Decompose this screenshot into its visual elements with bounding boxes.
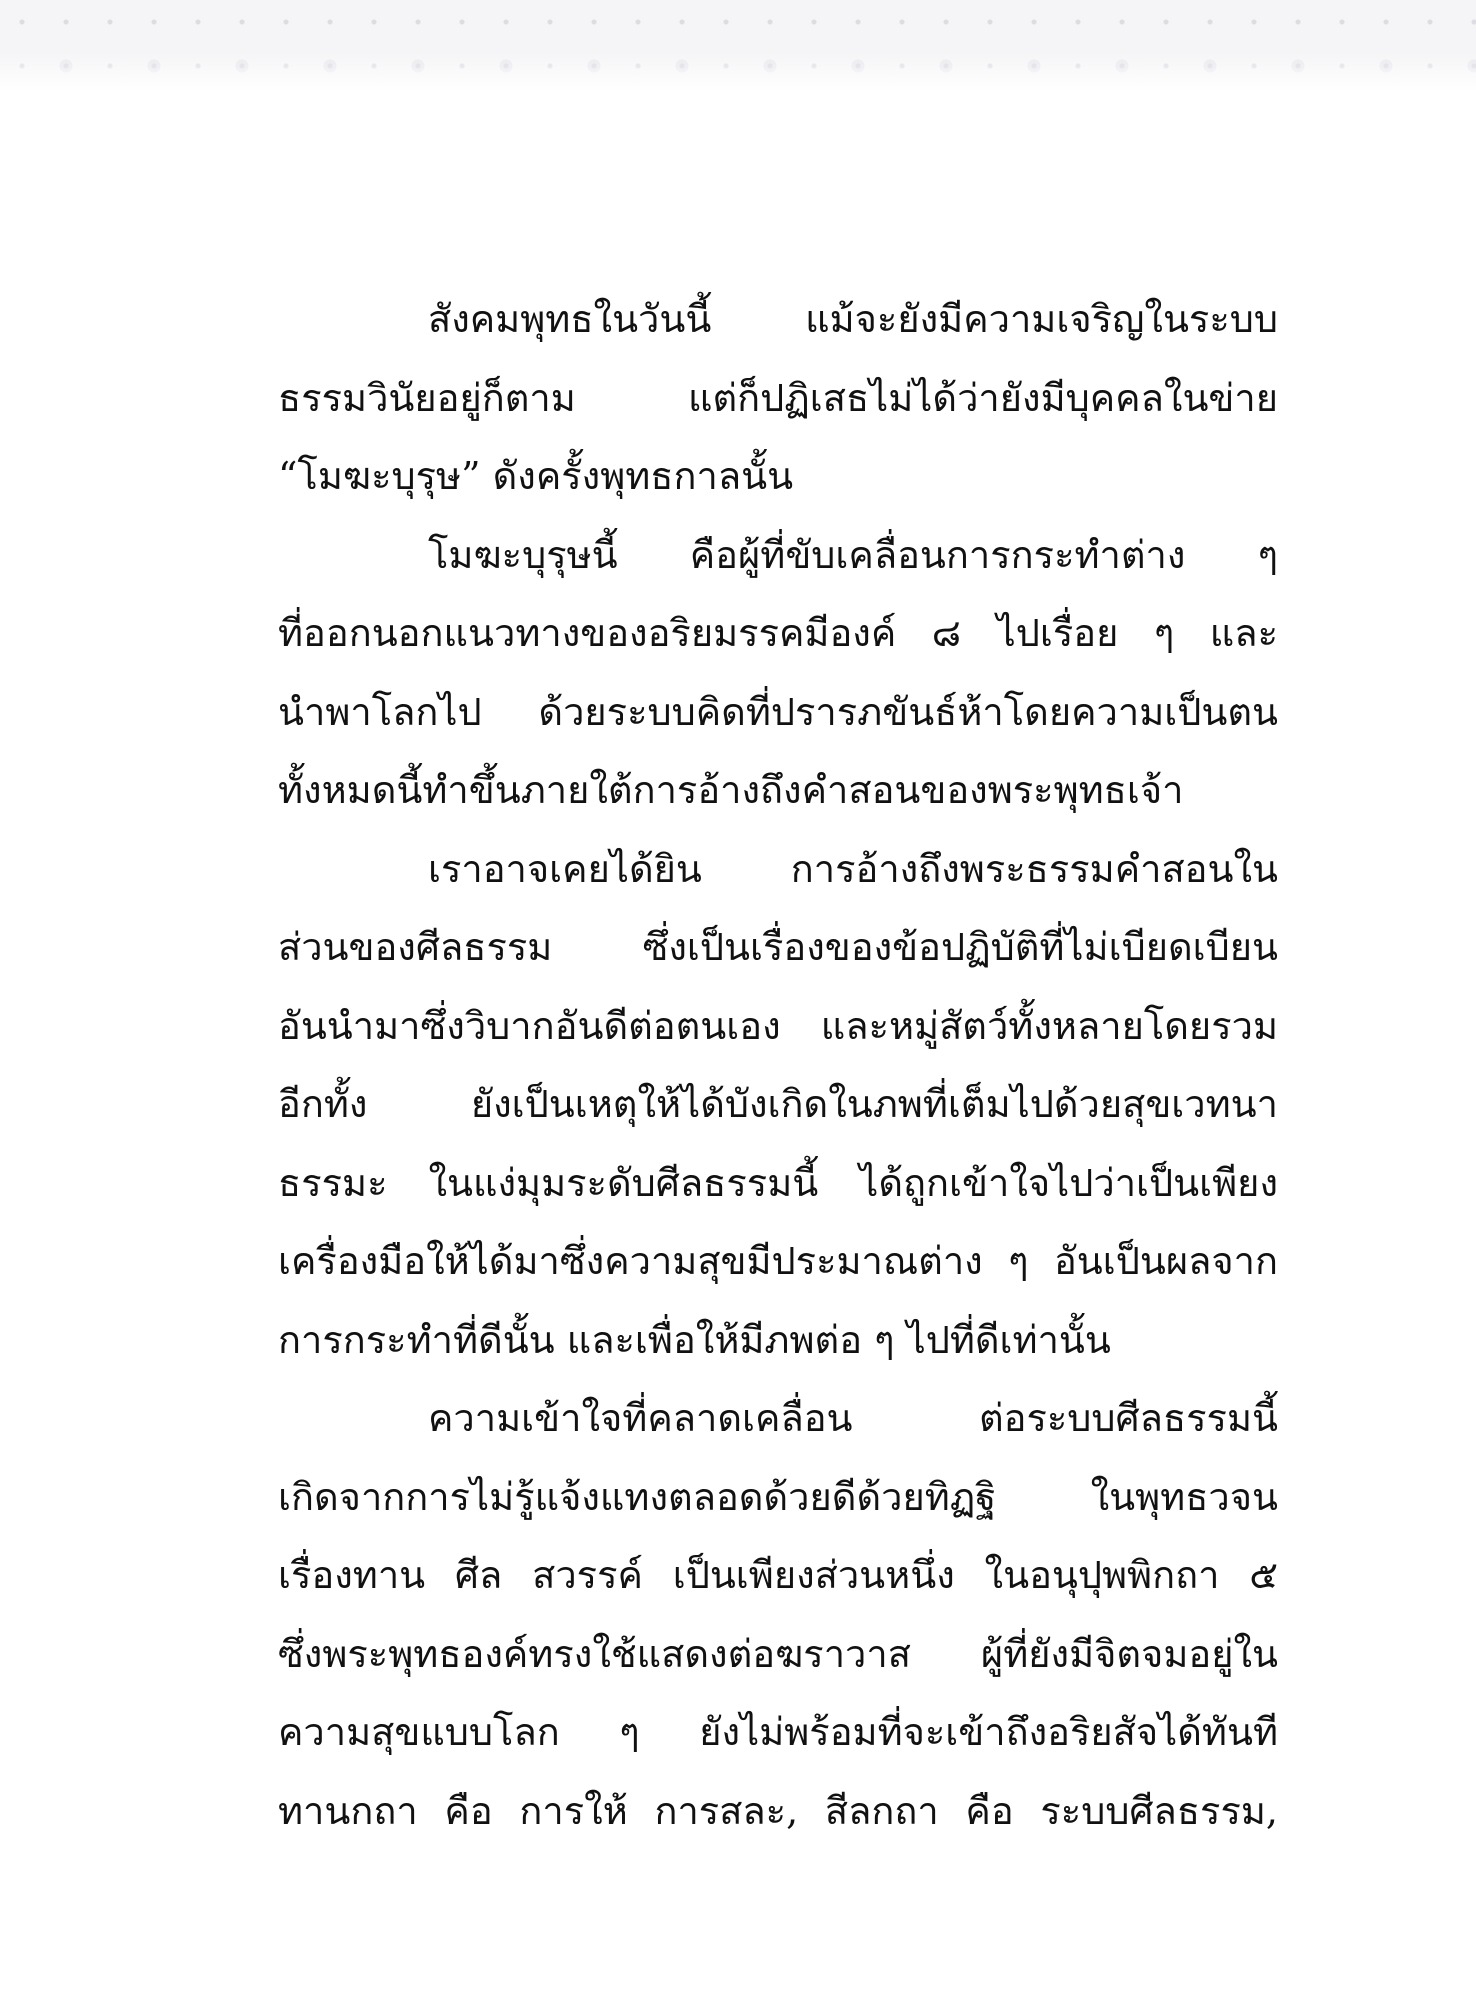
paragraph-2-line-2: ที่ออกนอกแนวทางของอริยมรรคมีองค์ ๘ ไปเรื่อย ๆ และ [278, 611, 1278, 655]
paragraph-4-line-4: ซึ่งพระพุทธองค์ทรงใช้แสดงต่อฆราวาส ผู้ที่ยังมีจิตจมอยู่ใน [278, 1631, 1278, 1676]
paragraph-4-line-2: เกิดจากการไม่รู้แจ้งแทงตลอดด้วยดีด้วยทิฏฐิ ในพุทธวจน [278, 1474, 1278, 1519]
paragraph-4-line-1: ความเข้าใจที่คลาดเคลื่อน ต่อระบบศีลธรรมนี้ [428, 1396, 1278, 1440]
paragraph-4-line-5: ความสุขแบบโลก ๆ ยังไม่พร้อมที่จะเข้าถึงอริยสัจได้ทันที [278, 1710, 1278, 1754]
paragraph-3-line-3: อันนำมาซึ่งวิบากอันดีต่อตนเอง และหมู่สัตว์ทั้งหลายโดยรวม [278, 1003, 1278, 1048]
paragraph-1-line-3: “โมฆะบุรุษ” ดังครั้งพุทธกาลนั้น [278, 454, 794, 498]
paragraph-1-line-2: ธรรมวินัยอยู่ก็ตาม แต่ก็ปฏิเสธไม่ได้ว่ายังมีบุคคลในข่าย [278, 375, 1278, 420]
paragraph-2-line-1: โมฆะบุรุษนี้ คือผู้ที่ขับเคลื่อนการกระทำต่าง ๆ [428, 532, 1278, 577]
paragraph-3-line-1: เราอาจเคยได้ยิน การอ้างถึงพระธรรมคำสอนใน [428, 846, 1278, 891]
paragraph-2-line-3: นำพาโลกไป ด้วยระบบคิดที่ปรารภขันธ์ห้าโดยความเป็นตน [278, 689, 1278, 734]
decorative-header-band [0, 0, 1476, 92]
paragraph-4-line-6: ทานกถา คือ การให้ การสละ, สีลกถา คือ ระบบศีลธรรม, [278, 1788, 1278, 1833]
paragraph-4-line-3: เรื่องทาน ศีล สวรรค์ เป็นเพียงส่วนหนึ่ง ในอนุปุพพิกถา ๕ [278, 1553, 1278, 1597]
body-text [278, 280, 1278, 1850]
paragraph-1-line-1: สังคมพุทธในวันนี้ แม้จะยังมีความเจริญในระบบ [428, 297, 1278, 341]
paragraph-3-line-6: เครื่องมือให้ได้มาซึ่งความสุขมีประมาณต่าง ๆ อันเป็นผลจาก [278, 1239, 1278, 1283]
paragraph-3-line-7: การกระทำที่ดีนั้น และเพื่อให้มีภพต่อ ๆ ไปที่ดีเท่านั้น [278, 1317, 1111, 1362]
paragraph-3-line-5: ธรรมะ ในแง่มุมระดับศีลธรรมนี้ ได้ถูกเข้าใจไปว่าเป็นเพียง [278, 1160, 1278, 1205]
paragraph-3-line-2: ส่วนของศีลธรรม ซึ่งเป็นเรื่องของข้อปฏิบัติที่ไม่เบียดเบียน [278, 925, 1278, 969]
paragraph-3-line-4: อีกทั้ง ยังเป็นเหตุให้ได้บังเกิดในภพที่เต็มไปด้วยสุขเวทนา [278, 1082, 1278, 1126]
paragraph-2-line-4: ทั้งหมดนี้ทำขึ้นภายใต้การอ้างถึงคำสอนของพระพุทธเจ้า [278, 768, 1184, 812]
